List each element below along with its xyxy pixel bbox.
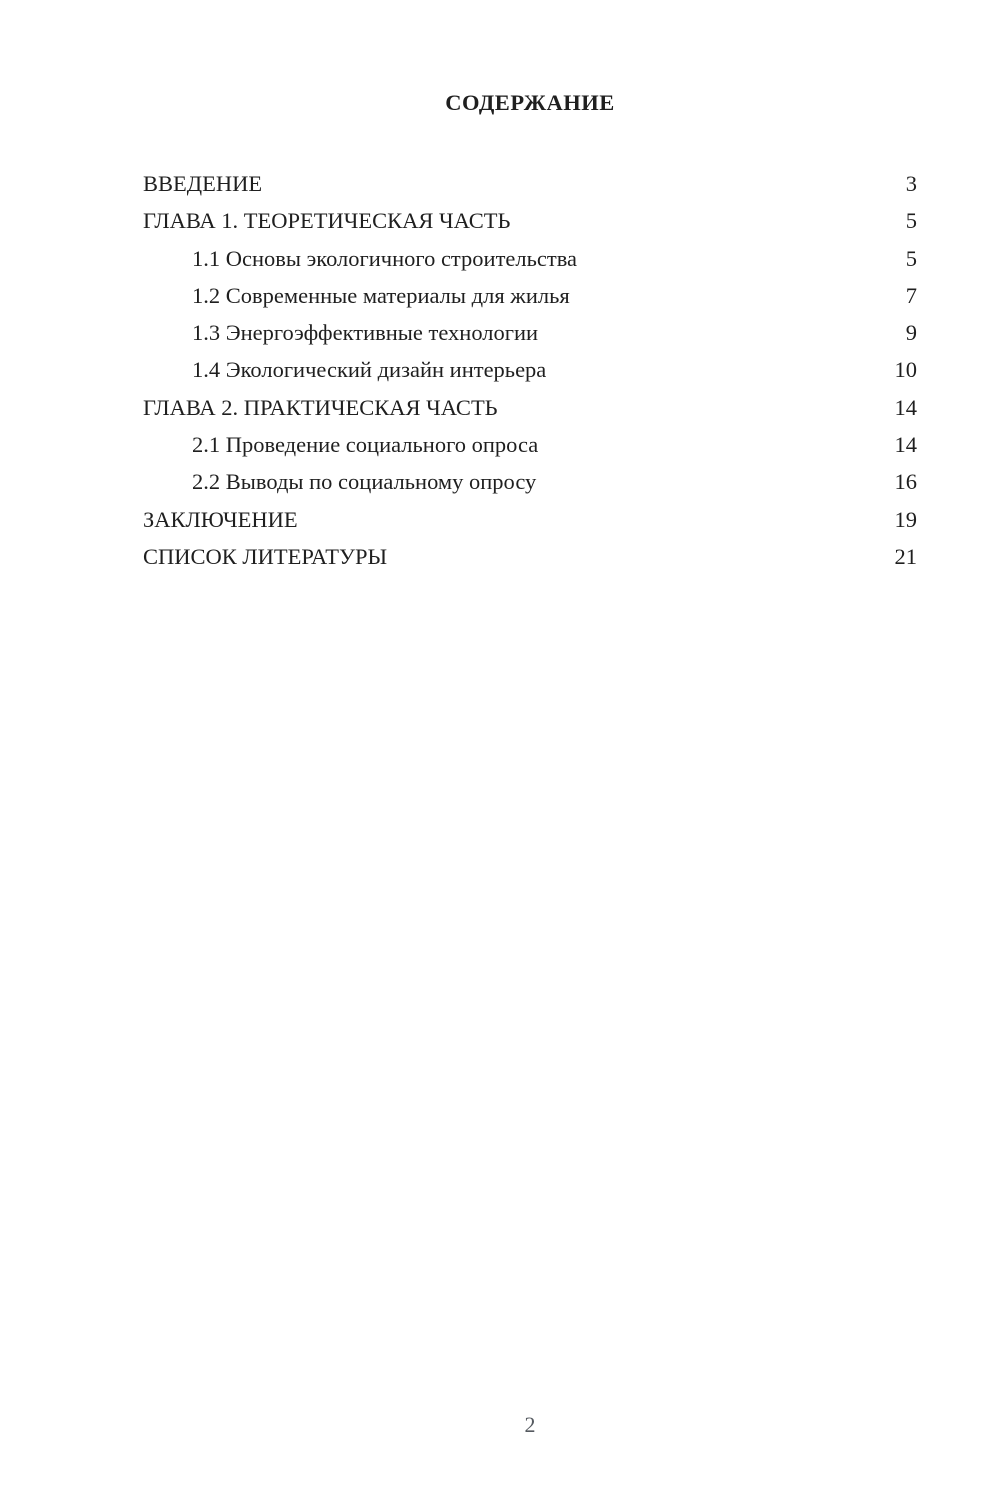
toc-entry-page: 3 (905, 171, 917, 196)
toc-entry (143, 240, 917, 277)
toc-entry (143, 426, 917, 463)
toc-entry-label: 1.4 Экологический дизайн интерьера (192, 357, 547, 383)
toc-entry-page: 21 (894, 543, 917, 569)
toc-entry-label: ЗАКЛЮЧЕНИЕ (143, 506, 298, 532)
footer-page-number: 2 (524, 1412, 536, 1437)
toc-list (143, 165, 917, 575)
toc-entry (143, 463, 917, 500)
toc-entry-page: 5 (905, 208, 917, 234)
toc-entry-label: ВВЕДЕНИЕ (143, 171, 263, 196)
toc-entry-label: 1.3 Энергоэффективные технологии (192, 320, 539, 346)
toc-entry-page: 5 (905, 245, 917, 271)
toc-entry-page: 9 (905, 320, 917, 346)
toc-entry (143, 165, 917, 202)
toc-entry-page: 19 (894, 506, 917, 532)
toc-entry-page: 10 (894, 357, 917, 383)
toc-entry (143, 389, 917, 426)
toc-entry-label: 2.2 Выводы по социальному опросу (192, 469, 537, 495)
toc-entry-label: 1.2 Современные материалы для жилья (192, 282, 570, 308)
document-page (0, 88, 1000, 1502)
toc-entry-page: 14 (894, 432, 917, 458)
page-title: СОДЕРЖАНИЕ (445, 90, 615, 115)
toc-entry-label: 1.1 Основы экологичного строительства (192, 245, 578, 271)
toc-entry-label: СПИСОК ЛИТЕРАТУРЫ (143, 543, 388, 569)
toc-entry (143, 202, 917, 239)
toc-entry (143, 501, 917, 538)
toc-entry (143, 351, 917, 388)
toc-entry (143, 538, 917, 575)
toc-entry-page: 14 (894, 394, 917, 420)
toc-entry-label: ГЛАВА 2. ПРАКТИЧЕСКАЯ ЧАСТЬ (143, 394, 498, 420)
toc-entry-page: 7 (905, 282, 917, 308)
toc-entry-label: ГЛАВА 1. ТЕОРЕТИЧЕСКАЯ ЧАСТЬ (143, 208, 511, 234)
toc-entry-label: 2.1 Проведение социального опроса (192, 432, 539, 458)
toc-entry (143, 314, 917, 351)
toc-entry (143, 277, 917, 314)
toc-entry-page: 16 (894, 469, 917, 495)
